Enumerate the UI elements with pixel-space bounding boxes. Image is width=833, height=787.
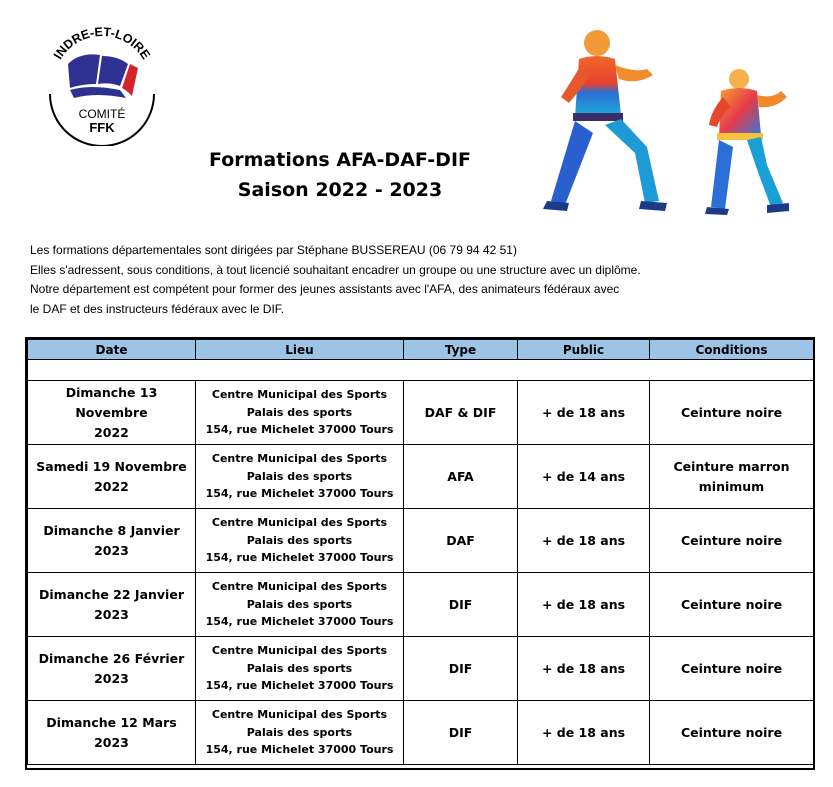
cell-lieu-line: 154, rue Michelet 37000 Tours [205,551,394,565]
cell-date [28,637,196,701]
logo-ffk: FFK [89,120,115,135]
table-row [28,637,814,701]
cell-public: + de 18 ans [518,573,650,637]
cell-date-line: Samedi 19 Novembre [36,458,187,474]
cell-type: AFA [404,445,518,509]
cell-conditions-line: Ceinture noire [680,532,783,548]
schedule-table [25,337,815,770]
cell-date [28,509,196,573]
cell-date-line: Dimanche 22 Janvier [39,586,184,602]
cell-lieu-line: 154, rue Michelet 37000 Tours [205,743,394,757]
cell-lieu-line: Centre Municipal des Sports [211,580,388,594]
title-line-1: Formations AFA-DAF-DIF [208,149,472,171]
cell-conditions [650,573,814,637]
svg-text:INDRE-ET-LOIRE [51,25,153,62]
cell-public: + de 18 ans [518,701,650,765]
cell-date-line: 2023 [94,670,129,686]
cell-lieu-line: Centre Municipal des Sports [211,388,388,402]
cell-lieu-line: Centre Municipal des Sports [211,516,388,530]
cell-type: DIF [404,573,518,637]
cell-date [28,573,196,637]
logo-top-text: INDRE-ET-LOIRE [50,24,153,62]
spacer-row [28,360,814,381]
cell-lieu [196,637,404,701]
cell-date-line: Dimanche 12 Mars [46,714,177,730]
intro-line: Elles s'adressent, sous conditions, à tout licencié souhaitant encadrer un groupe ou une structure avec un diplôme. [30,262,641,277]
cell-date-line: 2023 [94,734,129,750]
cell-conditions [650,701,814,765]
cell-lieu [196,573,404,637]
cell-lieu [196,509,404,573]
cell-conditions-line: Ceinture noire [680,724,783,740]
cell-lieu-line: 154, rue Michelet 37000 Tours [205,423,394,437]
cell-lieu-line: 154, rue Michelet 37000 Tours [205,615,394,629]
page-title [190,145,490,205]
cell-date-line: 2023 [94,542,129,558]
table-row [28,381,814,445]
cell-date [28,701,196,765]
header-date: Date [28,340,196,360]
cell-conditions [650,381,814,445]
cell-lieu-line: Palais des sports [246,597,353,611]
cell-date-line: Dimanche 13 Novembre [65,384,158,420]
cell-public: + de 18 ans [518,509,650,573]
cell-lieu-line: Centre Municipal des Sports [211,644,388,658]
cell-lieu-line: 154, rue Michelet 37000 Tours [205,679,394,693]
cell-lieu-line: Centre Municipal des Sports [211,452,388,466]
header-type: Type [404,340,518,360]
table-row [28,701,814,765]
karate-figures-icon [535,25,795,220]
cell-date-line: 2022 [94,478,129,494]
title-line-2: Saison 2022 - 2023 [237,179,443,201]
cell-lieu-line: 154, rue Michelet 37000 Tours [205,487,394,501]
intro-line: le DAF et des instructeurs fédéraux avec le DIF. [30,301,285,316]
table-row [28,445,814,509]
cell-public: + de 18 ans [518,381,650,445]
table-header-row [28,340,814,360]
cell-type: DAF [404,509,518,573]
cell-lieu-line: Palais des sports [246,725,353,739]
cell-public: + de 18 ans [518,637,650,701]
intro-text [30,241,730,319]
cell-conditions [650,445,814,509]
intro-line: Notre département est compétent pour former des jeunes assistants avec l'AFA, des animateurs fédéraux avec [30,282,620,297]
cell-lieu-line: Palais des sports [246,469,353,483]
cell-conditions-line: Ceinture marron [673,458,790,474]
cell-date-line: Dimanche 26 Février [38,650,185,666]
cell-conditions-line: Ceinture noire [680,660,783,676]
intro-line: Les formations départementales sont dirigées par Stéphane BUSSEREAU (06 79 94 42 51) [30,243,517,257]
cell-type: DAF & DIF [404,381,518,445]
cell-lieu-line: Palais des sports [246,661,353,675]
cell-conditions-line: minimum [698,478,765,494]
cell-conditions-line: Ceinture noire [680,596,783,612]
cell-type: DIF [404,637,518,701]
cell-date-line: 2023 [94,606,129,622]
ffk-emblem-icon [68,54,138,98]
cell-conditions-line: Ceinture noire [680,404,783,420]
cell-date [28,445,196,509]
cell-lieu [196,381,404,445]
header-public: Public [518,340,650,360]
header-lieu: Lieu [196,340,404,360]
cell-lieu [196,701,404,765]
table-row [28,509,814,573]
cell-lieu-line: Palais des sports [246,533,353,547]
cell-lieu-line: Centre Municipal des Sports [211,708,388,722]
cell-lieu-line: Palais des sports [246,405,353,419]
cell-date-line: Dimanche 8 Janvier [43,522,180,538]
cell-lieu [196,445,404,509]
ffk-logo [40,22,164,146]
cell-conditions [650,637,814,701]
cell-type: DIF [404,701,518,765]
cell-conditions [650,509,814,573]
cell-public: + de 14 ans [518,445,650,509]
header-conditions: Conditions [650,340,814,360]
cell-date [28,381,196,445]
logo-comite: COMITÉ [78,107,126,121]
cell-date-line: 2022 [94,424,129,440]
table-row [28,573,814,637]
